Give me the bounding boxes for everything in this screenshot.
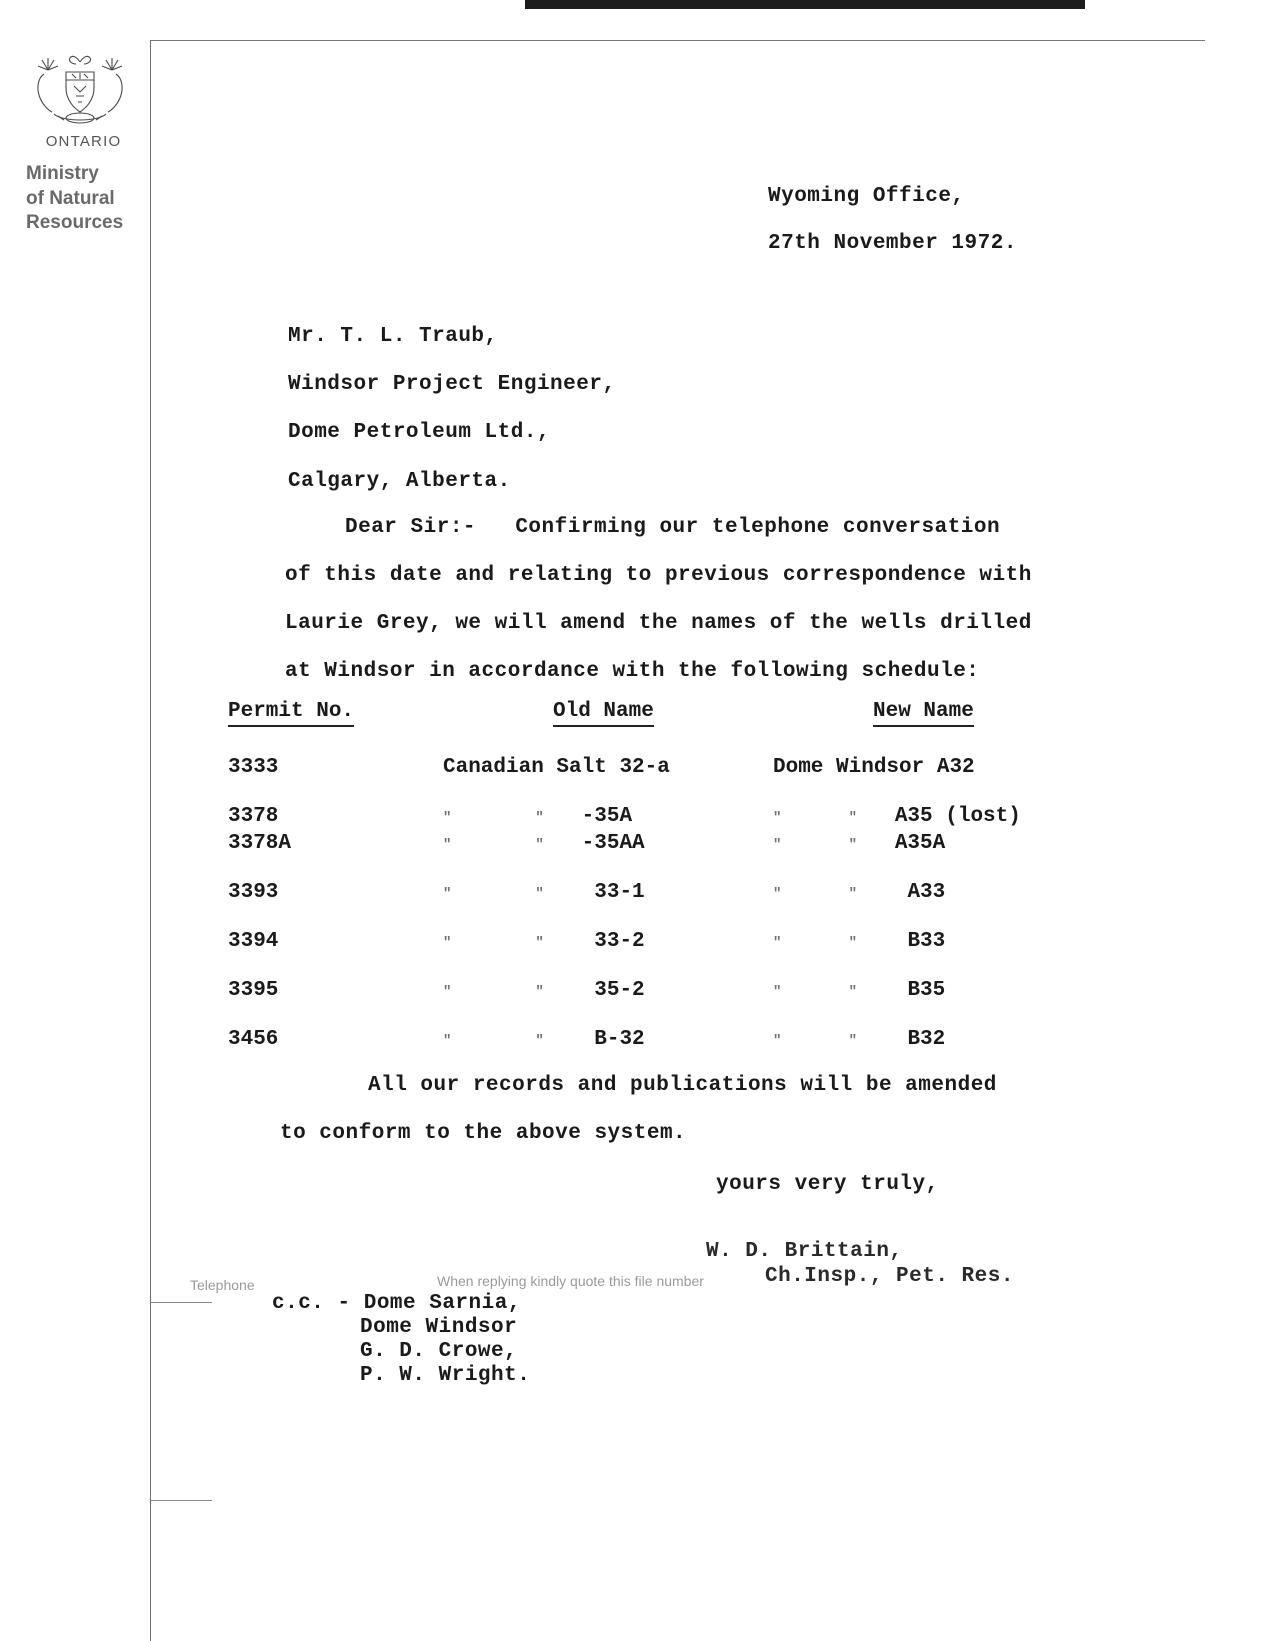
office-name: Wyoming Office, [768,185,965,208]
cell-permit: 3333 [228,756,279,779]
body-line-2: of this date and relating to previous correspondence with [285,564,1032,587]
closing-line-2: to conform to the above system. [280,1122,687,1145]
valediction: yours very truly, [716,1173,939,1196]
ministry-line-3: Resources [26,212,124,234]
cell-permit: 3393 [228,881,279,904]
table-row [228,779,1028,828]
cell-old-name: Canadian Salt 32-a [443,756,670,779]
cell-permit: 3456 [228,1028,279,1051]
cell-old-name: " " 33-2 [443,930,645,953]
cell-new-name: " " B35 [773,979,946,1002]
scan-artifact-left-edge [0,0,6,1641]
cell-old-name: " " 35-2 [443,979,645,1002]
recipient-title: Windsor Project Engineer, [288,373,616,396]
telephone-label: Telephone [190,1277,255,1293]
salutation-line: Dear Sir:- Confirming our telephone conversation [345,516,1001,539]
signatory-title: Ch.Insp., Pet. Res. [765,1265,1014,1288]
table-row [228,828,1028,855]
cc-line-1: c.c. - Dome Sarnia, [272,1292,521,1315]
cell-new-name: " " B33 [773,930,946,953]
cell-new-name: " " A35A [773,832,946,855]
cell-permit: 3395 [228,979,279,1002]
table-row [228,953,1028,1002]
table-row [228,855,1028,904]
cc-line-4: P. W. Wright. [360,1364,531,1387]
signatory-name: W. D. Brittain, [706,1240,903,1263]
ontario-coat-of-arms-icon [28,52,132,126]
well-name-schedule-table [228,700,1028,1051]
cell-permit: 3378 [228,805,279,828]
fold-mark-lower [150,1500,212,1501]
body-line-3: Laurie Grey, we will amend the names of the wells drilled [285,612,1032,635]
table-header-row [228,700,1028,730]
cell-new-name: " " A35 (lost) [773,805,1021,828]
file-number-note: When replying kindly quote this file number [437,1273,704,1289]
cell-new-name: " " B32 [773,1028,946,1051]
column-header-new-name: New Name [773,700,1028,730]
cell-permit: 3394 [228,930,279,953]
ministry-name [26,162,145,236]
crest-label: ONTARIO [45,133,122,150]
cell-permit: 3378A [228,832,292,855]
fold-mark-upper [150,1302,212,1303]
closing-line-1: All our records and publications will be amended [368,1074,997,1097]
table-row [228,730,1028,779]
cc-line-2: Dome Windsor [360,1316,518,1339]
page-border-horizontal [150,40,1205,41]
cell-new-name: " " A33 [773,881,946,904]
cell-old-name: " " 33-1 [443,881,645,904]
recipient-company: Dome Petroleum Ltd., [288,421,551,444]
letterhead [20,52,145,236]
cell-old-name: " " -35A [443,805,633,828]
recipient-name: Mr. T. L. Traub, [288,325,498,348]
cell-old-name: " " B-32 [443,1028,645,1051]
table-row [228,1002,1028,1051]
scan-artifact-top-bar [525,0,1085,9]
body-line-4: at Windsor in accordance with the following schedule: [285,660,980,683]
cell-old-name: " " -35AA [443,832,645,855]
scan-artifact-right-edge [1198,595,1206,1035]
table-row [228,904,1028,953]
page-border-vertical [150,40,151,1641]
letter-date: 27th November 1972. [768,232,1017,255]
column-header-permit: Permit No. [228,700,443,730]
ministry-line-2: of Natural [26,187,115,209]
cell-new-name: Dome Windsor A32 [773,756,975,779]
cc-line-3: G. D. Crowe, [360,1340,518,1363]
column-header-old-name: Old Name [443,700,773,730]
recipient-city: Calgary, Alberta. [288,470,511,493]
ministry-line-1: Ministry [26,163,99,184]
